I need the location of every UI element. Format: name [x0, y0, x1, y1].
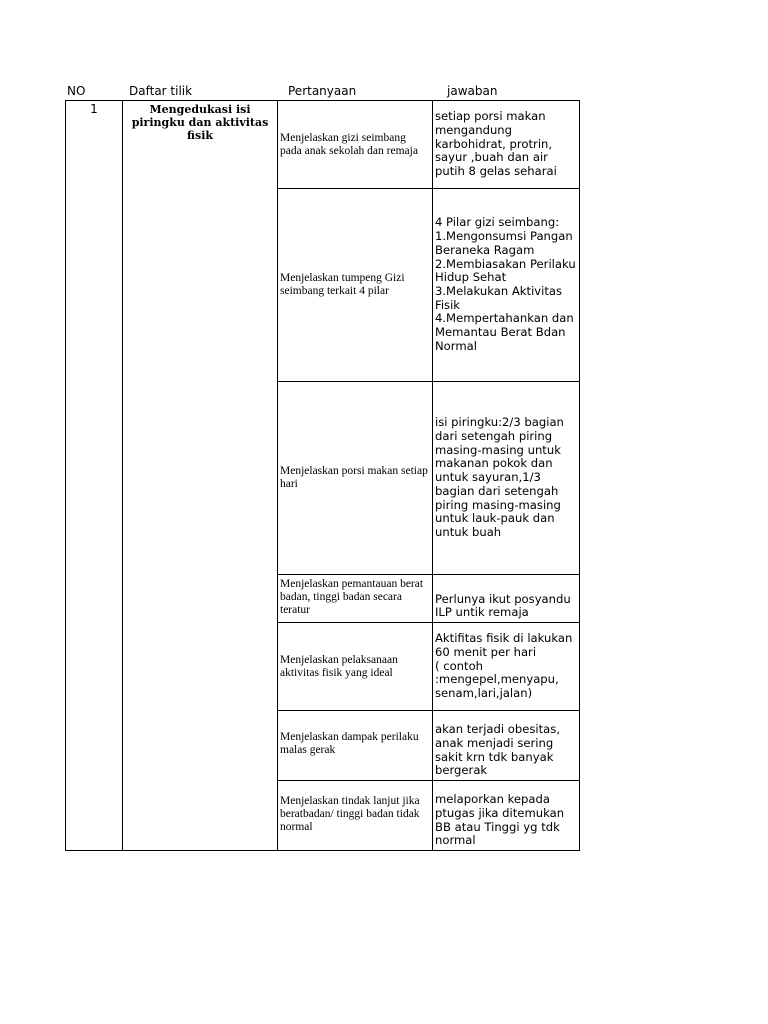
header-daftar-tilik: Daftar tilik	[129, 84, 193, 98]
header-jawaban: jawaban	[447, 84, 498, 98]
question-cell: Menjelaskan tindak lanjut jika beratbadan/ tinggi badan tidak normal	[278, 781, 433, 851]
table-row	[66, 101, 580, 189]
header-pertanyaan: Pertanyaan	[288, 84, 357, 98]
question-cell: Menjelaskan porsi makan setiap hari	[278, 382, 433, 575]
answer-cell: akan terjadi obesitas, anak menjadi sering sakit krn tdk banyak bergerak	[433, 711, 580, 781]
answer-cell: isi piringku:2/3 bagian dari setengah piring masing-masing untuk makanan pokok dan untuk sayuran,1/3 bagian dari setengah piring masing-masing untuk lauk-pauk dan untuk buah	[433, 382, 580, 575]
row-number: 1	[66, 101, 123, 851]
answer-cell: 4 Pilar gizi seimbang: 1.Mengonsumsi Pangan Beraneka Ragam 2.Membiasakan Perilaku Hidup Sehat 3.Melakukan Aktivitas Fisik 4.Mempertahankan dan Memantau Berat Bdan Normal	[433, 189, 580, 382]
answer-cell: setiap porsi makan mengandung karbohidrat, protrin, sayur ,buah dan air putih 8 gelas seharai	[433, 101, 580, 189]
question-cell: Menjelaskan gizi seimbang pada anak sekolah dan remaja	[278, 101, 433, 189]
question-cell: Menjelaskan pelaksanaan aktivitas fisik yang ideal	[278, 623, 433, 711]
header-no: NO	[67, 84, 86, 98]
answer-cell: Aktifitas fisik di lakukan 60 menit per hari ( contoh :mengepel,menyapu, senam,lari,jalan)	[433, 623, 580, 711]
answer-cell: melaporkan kepada ptugas jika ditemukan BB atau Tinggi yg tdk normal	[433, 781, 580, 851]
daftar-tilik-cell: Mengedukasi isi piringku dan aktivitas fisik	[123, 101, 278, 851]
question-cell: Menjelaskan tumpeng Gizi seimbang terkait 4 pilar	[278, 189, 433, 382]
question-cell: Menjelaskan dampak perilaku malas gerak	[278, 711, 433, 781]
checklist-table	[65, 100, 580, 851]
answer-cell: Perlunya ikut posyandu ILP untik remaja	[433, 575, 580, 623]
question-cell: Menjelaskan pemantauan berat badan, tinggi badan secara teratur	[278, 575, 433, 623]
